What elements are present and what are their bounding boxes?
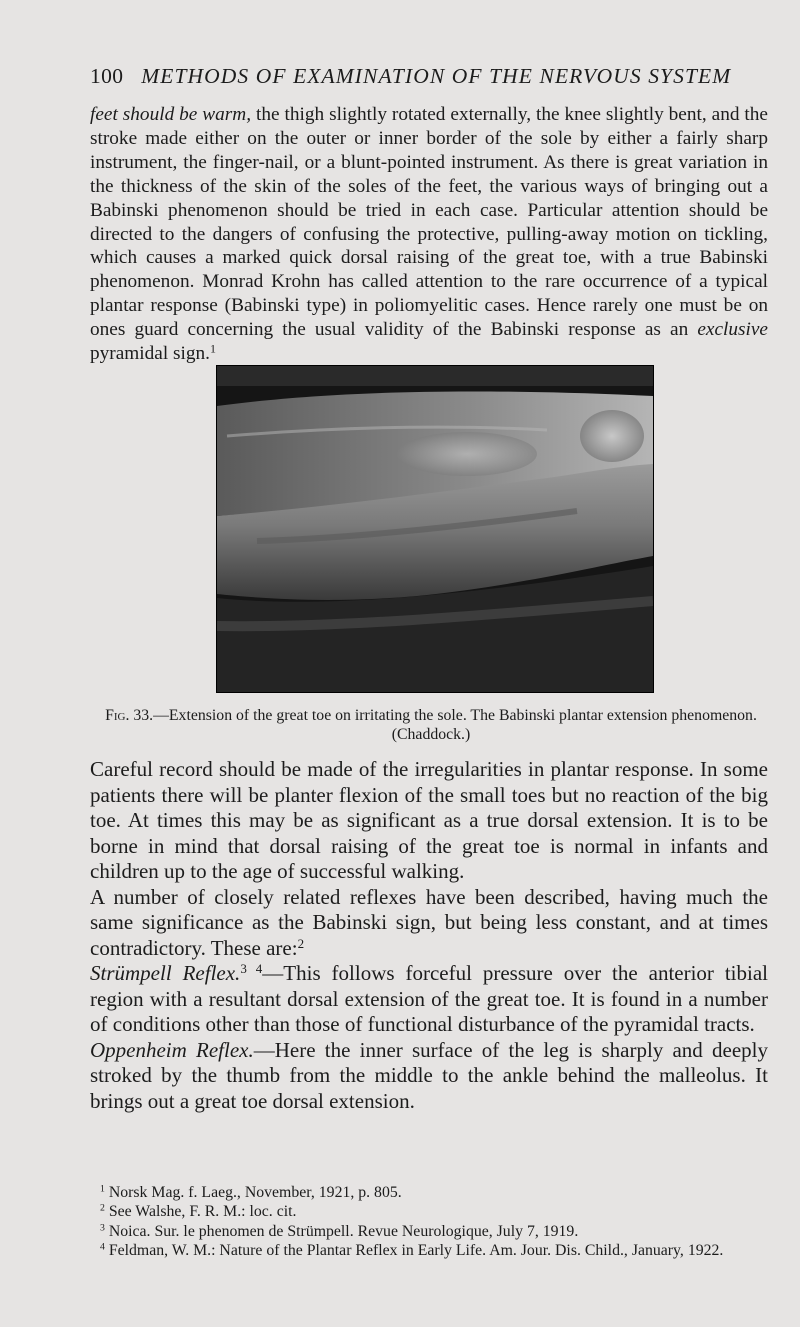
footnote-ref: 4 <box>246 960 263 976</box>
footnotes <box>90 1183 770 1260</box>
footnote <box>90 1222 770 1241</box>
italic-lead: feet should be warm, <box>90 104 252 125</box>
footnote <box>90 1202 770 1221</box>
paragraph-irregularities: Careful record should be made of the irregularities in plantar response. In some patients there will be planter flexion of the small toes but no reaction of the big toe. At times this may be as significant as a true dorsal extension. It is to be borne in mind that dorsal raising of the great toe is normal in infants and children up to the age of successful walking. <box>90 757 768 883</box>
italic-lead: Strümpell Reflex. <box>90 961 241 985</box>
caption-text: —Extension of the great toe on irritating the sole. The Babinski plantar extension phenomenon. (Chaddock.) <box>153 707 757 743</box>
body-text: pyramidal sign. <box>90 343 210 365</box>
body-text: the thigh slightly rotated externally, the knee slightly bent, and the stroke made either on the outer or inner border of the sole by either a fairly sharp instrument, the finger-nail, or a blunt-pointed instrument. As there is great variation in the thickness of the skin of the soles of the feet, the various ways of bringing out a Babinski phenomenon should be tried in each case. Particular attention should be directed to the dangers of confusing the protective, pulling-away motion on tickling, which causes a marked quick dorsal raising of the great toe, with a true Babinski phenomenon. Monrad Krohn has called attention to the rare occurrence of a typical plantar response (Babinski type) in poliomyelitic cases. Hence rarely one must be on ones guard concerning the usual validity of the Babinski response as an <box>90 104 768 341</box>
figure-label: Fig. 33. <box>105 707 154 724</box>
body-text: —This follows forceful pressure over the anterior tibial region with a resultant dorsal extension of the great toe. It is found in a number of conditions other than those of functional disturbance of the pyramidal tracts. <box>90 961 769 1036</box>
body-text: —Here the inner surface of the leg is sharply and deeply stroked by the thumb from the middle to the ankle behind the malleolus. It brings out a great toe dorsal extension. <box>90 1037 768 1113</box>
page-number: 100 <box>90 64 124 88</box>
body-section <box>90 757 768 1114</box>
footnote-number: 3 <box>100 1222 105 1234</box>
figure-caption <box>95 706 767 744</box>
footnote-ref: 2 <box>297 935 305 951</box>
footnote-number: 1 <box>100 1183 105 1195</box>
running-header <box>90 64 770 89</box>
figure-photo-foot <box>216 365 654 693</box>
footnote-text: Noica. Sur. le phenomen de Strümpell. Revue Neurologique, July 7, 1919. <box>104 1222 579 1240</box>
footnote-number: 2 <box>100 1202 105 1214</box>
paragraph-strumpell <box>90 961 768 1038</box>
footnote-text: Feldman, W. M.: Nature of the Plantar Reflex in Early Life. Am. Jour. Dis. Child., January, 1922. <box>104 1241 724 1259</box>
paragraph-related-reflexes <box>90 885 768 962</box>
footnote-text: See Walshe, F. R. M.: loc. cit. <box>104 1203 297 1221</box>
footnote-text: Norsk Mag. f. Laeg., November, 1921, p. 805. <box>104 1184 402 1201</box>
italic-exclusive: exclusive <box>697 319 768 341</box>
running-title: METHODS OF EXAMINATION OF THE NERVOUS SYSTEM <box>141 64 732 88</box>
footnote-ref: 3 <box>240 960 247 976</box>
footnote-ref: 1 <box>209 341 216 356</box>
footnote <box>90 1183 770 1202</box>
footnote <box>90 1241 770 1260</box>
paragraph-oppenheim <box>90 1038 768 1115</box>
footnote-number: 4 <box>100 1241 105 1253</box>
body-text: A number of closely related reflexes have been described, having much the same significance as the Babinski sign, but being less constant, and at times contradictory. These are: <box>90 884 768 960</box>
paragraph-babinski-technique <box>90 103 768 366</box>
italic-lead: Oppenheim Reflex. <box>90 1037 254 1062</box>
foot-photograph <box>217 366 653 692</box>
